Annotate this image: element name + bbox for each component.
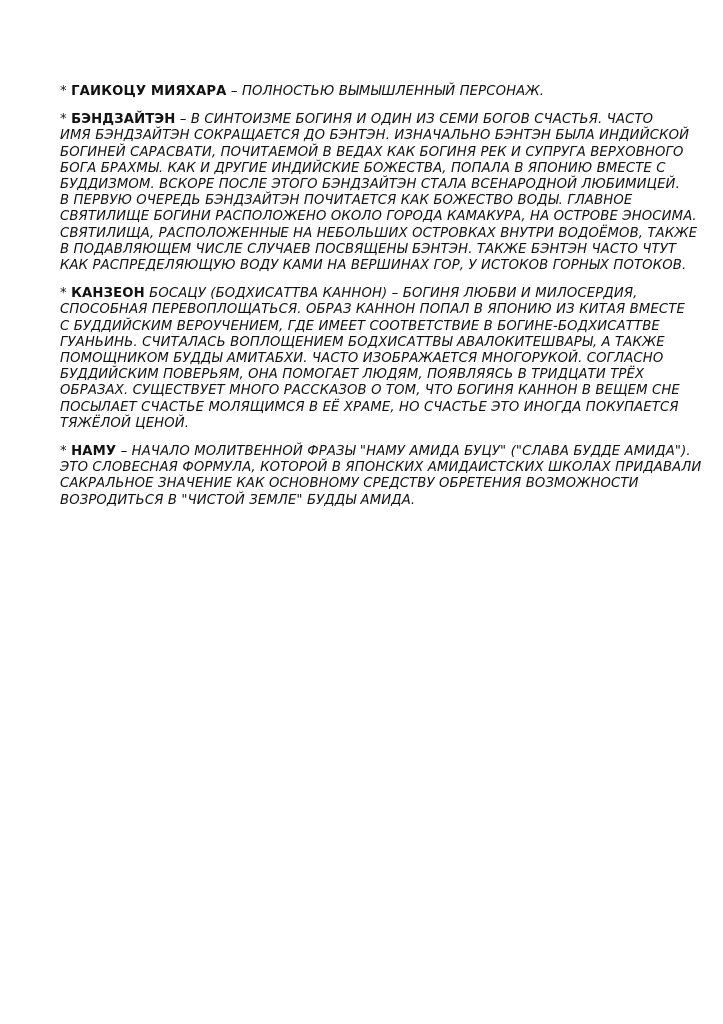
note-line: В ПОДАВЛЯЮЩЕМ ЧИСЛЕ СЛУЧАЕВ ПОСВЯЩЕНЫ БЭНТЭН. ТАКЖЕ БЭНТЭН ЧАСТО ЧТУТ	[60, 241, 677, 257]
note-line	[60, 84, 690, 100]
note-term: КАНЗЕОН	[71, 286, 145, 302]
notes-page	[60, 84, 702, 521]
note-benzaiten	[60, 112, 698, 274]
note-prefix: *	[60, 84, 72, 99]
note-line: В ПЕРВУЮ ОЧЕРЕДЬ БЭНДЗАЙТЭН ПОЧИТАЕТСЯ КАК БОЖЕСТВО ВОДЫ. ГЛАВНОЕ	[60, 193, 633, 209]
note-line-rest: – НАЧАЛО МОЛИТВЕННОЙ ФРАЗЫ "НАМУ АМИДА БУЦУ" ("СЛАВА БУДДЕ АМИДА").	[116, 444, 691, 460]
note-line: ПОСЫЛАЕТ СЧАСТЬЕ МОЛЯЩИМСЯ В ЕЁ ХРАМЕ, НО СЧАСТЬЕ ЭТО ИНОГДА ПОКУПАЕТСЯ	[60, 399, 679, 415]
note-line: СПОСОБНАЯ ПЕРЕВОПЛОЩАТЬСЯ. ОБРАЗ КАННОН ПОПАЛ В ЯПОНИЮ ИЗ КИТАЯ ВМЕСТЕ	[60, 302, 685, 318]
note-namu	[60, 444, 702, 509]
note-line: ТЯЖЁЛОЙ ЦЕНОЙ.	[60, 415, 190, 431]
note-line: САКРАЛЬНОЕ ЗНАЧЕНИЕ КАК ОСНОВНОМУ СРЕДСТВУ ОБРЕТЕНИЯ ВОЗМОЖНОСТИ	[60, 476, 639, 492]
note-line: БОГА БРАХМЫ. КАК И ДРУГИЕ ИНДИЙСКИЕ БОЖЕСТВА, ПОПАЛА В ЯПОНИЮ ВМЕСТЕ С	[60, 160, 666, 176]
note-kanzeon	[60, 286, 690, 432]
note-line	[60, 286, 690, 302]
note-line: ВОЗРОДИТЬСЯ В "ЧИСТОЙ ЗЕМЛЕ" БУДДЫ АМИДА.	[60, 492, 416, 508]
note-line-rest: – В СИНТОИЗМЕ БОГИНЯ И ОДИН ИЗ СЕМИ БОГОВ СЧАСТЬЯ. ЧАСТО	[175, 112, 654, 128]
note-line: ГУАНЬИНЬ. СЧИТАЛАСЬ ВОПЛОЩЕНИЕМ БОДХИСАТТВЫ АВАЛОКИТЕШВАРЫ, А ТАКЖЕ	[60, 334, 665, 350]
note-line: БОГИНЕЙ САРАСВАТИ, ПОЧИТАЕМОЙ В ВЕДАХ КАК БОГИНЯ РЕК И СУПРУГА ВЕРХОВНОГО	[60, 144, 684, 160]
note-term: НАМУ	[71, 444, 117, 460]
note-line: СВЯТИЛИЩА, РАСПОЛОЖЕННЫЕ НА НЕБОЛЬШИХ ОСТРОВКАХ ВНУТРИ ВОДОЁМОВ, ТАКЖЕ	[60, 225, 698, 241]
note-prefix: *	[60, 444, 72, 460]
note-term: ГАИКОЦУ МИЯХАРА	[71, 84, 227, 99]
note-line	[60, 444, 690, 460]
note-gaikotsu	[60, 84, 690, 100]
note-line-rest: – ПОЛНОСТЬЮ ВЫМЫШЛЕННЫЙ ПЕРСОНАЖ.	[226, 84, 545, 99]
note-line: С БУДДИЙСКИМ ВЕРОУЧЕНИЕМ, ГДЕ ИМЕЕТ СООТВЕТСТВИЕ В БОГИНЕ-БОДХИСАТТВЕ	[60, 318, 660, 334]
note-term: БЭНДЗАЙТЭН	[71, 112, 176, 128]
note-line: ОБРАЗАХ. СУЩЕСТВУЕТ МНОГО РАССКАЗОВ О ТОМ, ЧТО БОГИНЯ КАННОН В ВЕЩЕМ СНЕ	[60, 383, 680, 399]
note-prefix: *	[60, 112, 72, 128]
note-line: КАК РАСПРЕДЕЛЯЮЩУЮ ВОДУ КАМИ НА ВЕРШИНАХ ГОР, У ИСТОКОВ ГОРНЫХ ПОТОКОВ.	[60, 258, 687, 274]
note-prefix: *	[60, 286, 72, 302]
note-line-rest: БОСАЦУ (БОДХИСАТТВА КАННОН) – БОГИНЯ ЛЮБВИ И МИЛОСЕРДИЯ,	[144, 286, 638, 302]
note-line: ПОМОЩНИКОМ БУДДЫ АМИТАБХИ. ЧАСТО ИЗОБРАЖАЕТСЯ МНОГОРУКОЙ. СОГЛАСНО	[60, 351, 664, 367]
note-line: БУДДИЙСКИМ ПОВЕРЬЯМ, ОНА ПОМОГАЕТ ЛЮДЯМ, ПОЯВЛЯЯСЬ В ТРИДЦАТИ ТРЁХ	[60, 367, 645, 383]
note-line: ИМЯ БЭНДЗАЙТЭН СОКРАЩАЕТСЯ ДО БЭНТЭН. ИЗНАЧАЛЬНО БЭНТЭН БЫЛА ИНДИЙСКОЙ	[60, 128, 690, 144]
note-line: ЭТО СЛОВЕСНАЯ ФОРМУЛА, КОТОРОЙ В ЯПОНСКИХ АМИДАИСТСКИХ ШКОЛАХ ПРИДАВАЛИ	[60, 460, 702, 476]
note-line	[60, 112, 690, 128]
note-line: СВЯТИЛИЩЕ БОГИНИ РАСПОЛОЖЕНО ОКОЛО ГОРОДА КАМАКУРА, НА ОСТРОВЕ ЭНОСИМА.	[60, 209, 697, 225]
note-line: БУДДИЗМОМ. ВСКОРЕ ПОСЛЕ ЭТОГО БЭНДЗАЙТЭН СТАЛА ВСЕНАРОДНОЙ ЛЮБИМИЦЕЙ.	[60, 177, 680, 193]
